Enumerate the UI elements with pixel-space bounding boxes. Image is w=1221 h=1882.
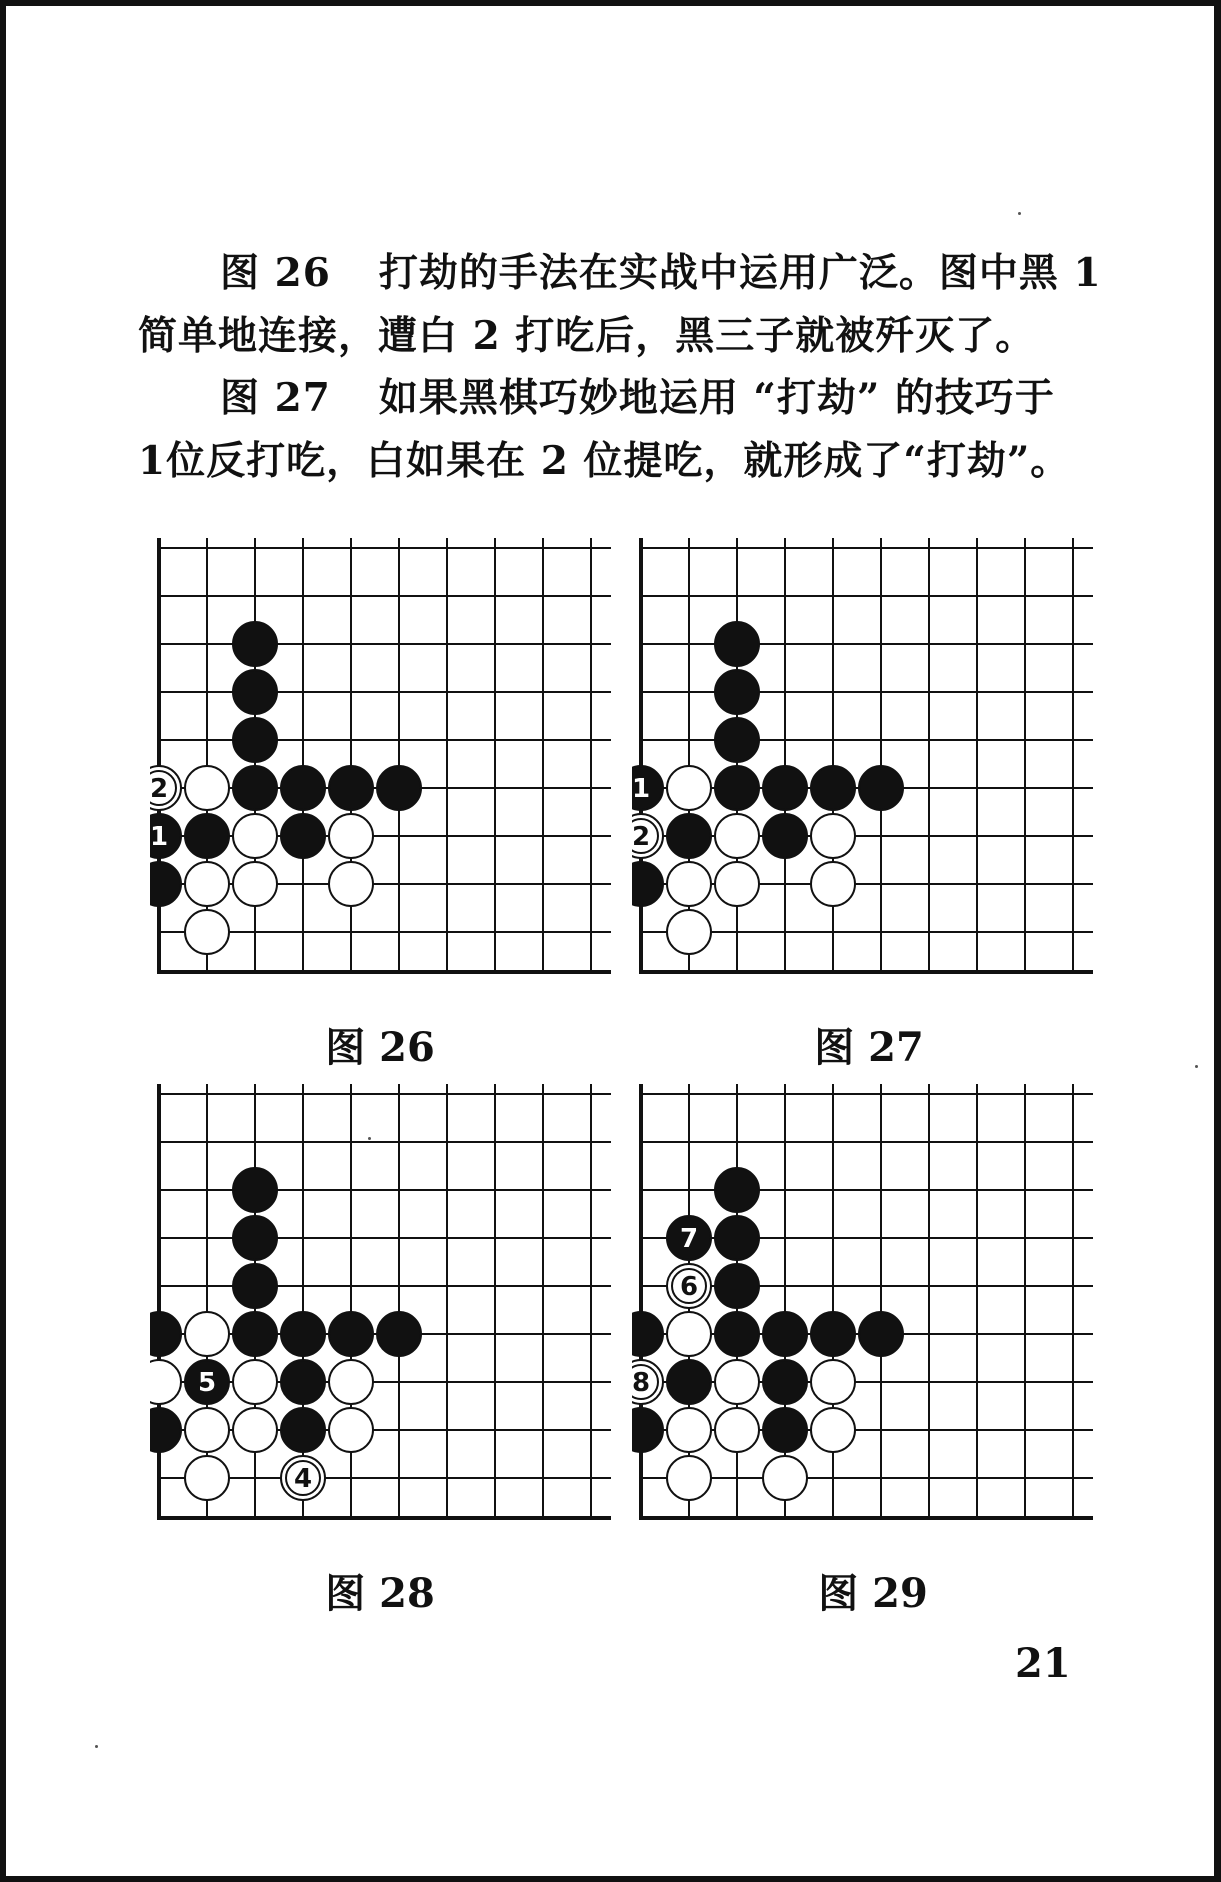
black-stone (329, 1312, 373, 1356)
black-stone (715, 1216, 759, 1260)
black-stone (233, 766, 277, 810)
black-stone (281, 814, 325, 858)
white-stone (233, 862, 277, 906)
white-stone (715, 814, 759, 858)
move-number-label: 2 (632, 822, 651, 852)
black-stone (763, 1312, 807, 1356)
white-stone (185, 1408, 229, 1452)
white-stone (667, 862, 711, 906)
black-stone (632, 1408, 663, 1452)
figure-caption: 图 26 (325, 1024, 435, 1071)
move-number-label: 1 (150, 822, 169, 852)
black-stone (763, 766, 807, 810)
black-stone (233, 718, 277, 762)
figure-caption: 图 28 (325, 1570, 435, 1617)
black-stone (667, 1360, 711, 1404)
white-stone (667, 1456, 711, 1500)
black-stone (667, 814, 711, 858)
white-stone (185, 862, 229, 906)
white-stone (715, 1408, 759, 1452)
black-stone (715, 1312, 759, 1356)
paragraph-fig26 (138, 242, 1104, 368)
white-stone (185, 766, 229, 810)
paragraph-line: 简单地连接，遭白 2 打吃后，黑三子就被歼灭了。 (138, 313, 1036, 359)
move-number-label: 8 (632, 1368, 651, 1398)
go-board-fig29 (632, 1084, 1112, 1552)
white-stone (715, 1360, 759, 1404)
white-stone (150, 1360, 181, 1404)
move-number-label: 6 (679, 1272, 699, 1302)
black-stone (150, 1408, 181, 1452)
white-stone (811, 862, 855, 906)
black-stone (715, 670, 759, 714)
paragraph-fig-label: 图 27 (220, 375, 331, 421)
figure-caption: 图 27 (814, 1024, 924, 1071)
figure-caption: 图 29 (818, 1570, 928, 1617)
move-number-label: 5 (197, 1368, 217, 1398)
white-stone (233, 1408, 277, 1452)
black-stone (811, 1312, 855, 1356)
black-stone (377, 1312, 421, 1356)
paragraph-line: 如果黑棋巧妙地运用 “打劫” 的技巧于 (378, 375, 1055, 421)
black-stone (233, 670, 277, 714)
black-stone (632, 1312, 663, 1356)
black-stone (281, 1408, 325, 1452)
white-stone (185, 910, 229, 954)
black-stone (763, 814, 807, 858)
go-board-fig28 (150, 1084, 630, 1552)
black-stone (715, 718, 759, 762)
black-stone (281, 1360, 325, 1404)
white-stone (811, 814, 855, 858)
black-stone (281, 766, 325, 810)
white-stone (667, 1312, 711, 1356)
scan-speck (1195, 1065, 1198, 1068)
white-stone (233, 1360, 277, 1404)
black-stone (233, 1168, 277, 1212)
white-stone (233, 814, 277, 858)
black-stone (715, 766, 759, 810)
scan-speck (368, 1137, 371, 1140)
scan-speck (95, 1745, 98, 1748)
black-stone (233, 622, 277, 666)
white-stone (811, 1408, 855, 1452)
black-stone (281, 1312, 325, 1356)
white-stone (667, 766, 711, 810)
paragraph-line: 1位反打吃，白如果在 2 位提吃，就形成了“打劫”。 (138, 438, 1071, 484)
black-stone (185, 814, 229, 858)
black-stone (715, 1168, 759, 1212)
white-stone (329, 814, 373, 858)
move-number-label: 2 (150, 774, 169, 804)
black-stone (233, 1264, 277, 1308)
white-stone (667, 1408, 711, 1452)
paragraph-line: 打劫的手法在实战中运用广泛。图中黑 1 (378, 250, 1102, 296)
black-stone (377, 766, 421, 810)
page-number: 21 (1015, 1640, 1071, 1687)
black-stone (811, 766, 855, 810)
black-stone (715, 1264, 759, 1308)
scan-speck (1018, 212, 1021, 215)
white-stone (715, 862, 759, 906)
black-stone (715, 622, 759, 666)
go-board-fig27 (632, 538, 1112, 1006)
black-stone (859, 766, 903, 810)
move-number-label: 7 (679, 1224, 699, 1254)
move-number-label: 1 (632, 774, 651, 804)
white-stone (329, 862, 373, 906)
white-stone (811, 1360, 855, 1404)
white-stone (667, 910, 711, 954)
black-stone (329, 766, 373, 810)
paragraph-fig27 (138, 367, 1104, 493)
paragraph-fig-label: 图 26 (220, 250, 331, 296)
white-stone (763, 1456, 807, 1500)
black-stone (632, 862, 663, 906)
move-number-label: 4 (293, 1464, 313, 1494)
white-stone (329, 1360, 373, 1404)
black-stone (150, 862, 181, 906)
black-stone (150, 1312, 181, 1356)
white-stone (185, 1312, 229, 1356)
white-stone (185, 1456, 229, 1500)
black-stone (233, 1216, 277, 1260)
black-stone (763, 1360, 807, 1404)
black-stone (763, 1408, 807, 1452)
go-board-fig26 (150, 538, 630, 1006)
black-stone (859, 1312, 903, 1356)
black-stone (233, 1312, 277, 1356)
white-stone (329, 1408, 373, 1452)
